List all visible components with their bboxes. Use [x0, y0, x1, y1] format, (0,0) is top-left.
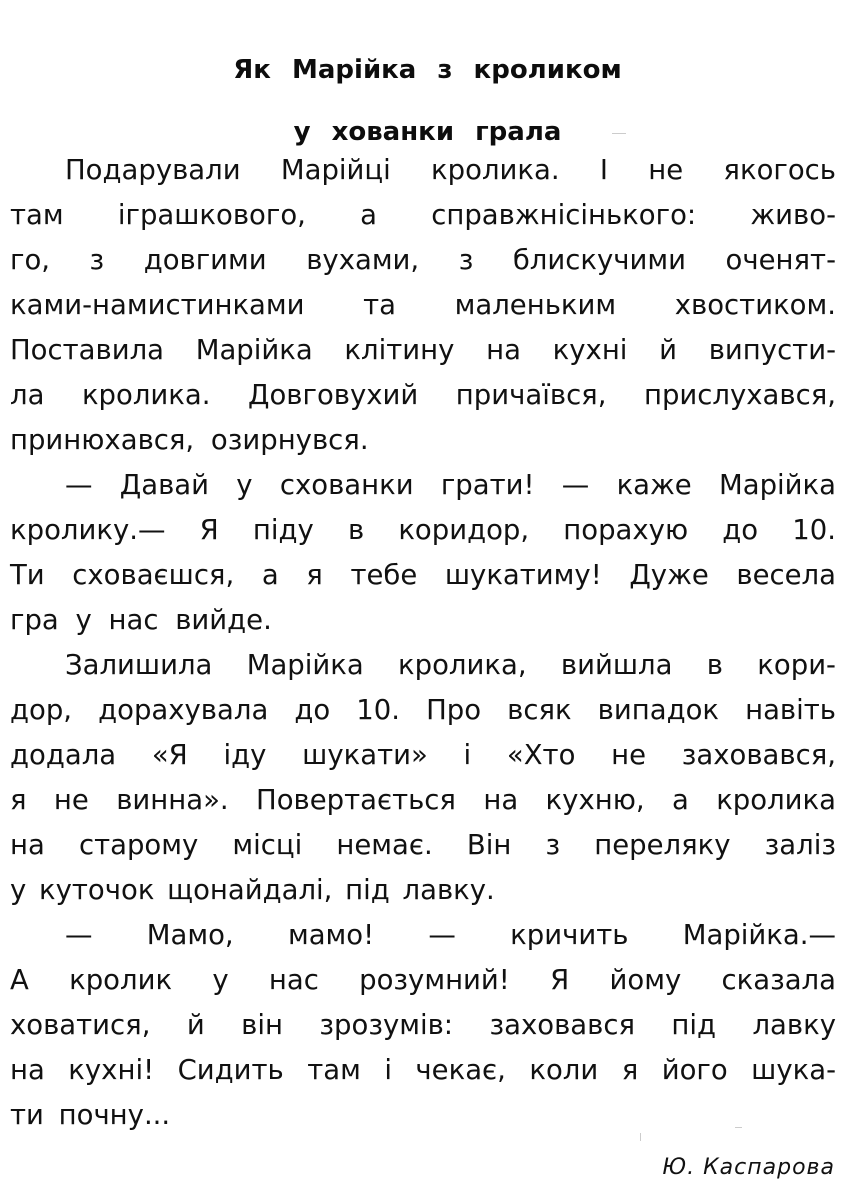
- text-line: додала «Я іду шукати» і «Хто не заховався,: [10, 739, 836, 771]
- text-line: Ти сховаєшся, а я тебе шукатиму! Дуже весела: [10, 559, 836, 591]
- text-line: ховатися, й він зрозумів: заховався під лавку: [10, 1009, 836, 1041]
- text-line: ла кролика. Довговухий причаївся, прислухався,: [10, 379, 836, 411]
- author-signature: Ю. Каспарова: [662, 1155, 835, 1180]
- text-line: гра у нас вийде.: [10, 604, 272, 636]
- text-line: дор, дорахувала до 10. Про всяк випадок навіть: [10, 694, 836, 726]
- text-line: — Давай у схованки грати! — каже Марійка: [65, 469, 836, 501]
- text-line: принюхався, озирнувся.: [10, 424, 369, 456]
- text-line: го, з довгими вухами, з блискучими оченят-: [10, 244, 836, 276]
- print-speck: [612, 133, 626, 134]
- text-line: на кухні! Сидить там і чекає, коли я його шука-: [10, 1054, 836, 1086]
- text-line: я не винна». Повертається на кухню, а кролика: [10, 784, 836, 816]
- text-line: Поставила Марійка клітину на кухні й випусти-: [10, 334, 836, 366]
- text-line: Залишила Марійка кролика, вийшла в кори-: [65, 649, 836, 681]
- text-line: на старому місці немає. Він з переляку заліз: [10, 829, 836, 861]
- text-line: А кролик у нас розумний! Я йому сказала: [10, 964, 836, 996]
- story-title-line-2: у хованки грала: [293, 116, 562, 147]
- story-title-line-1: Як Марійка з кроликом: [233, 54, 622, 85]
- text-line: ти почну...: [10, 1099, 171, 1131]
- text-line: у куточок щонайдалі, під лавку.: [10, 874, 495, 906]
- text-line: — Мамо, мамо! — кричить Марійка.—: [65, 919, 836, 951]
- text-line: кролику.— Я піду в коридор, порахую до 10.: [10, 514, 836, 546]
- story-title: [0, 39, 855, 163]
- text-line: ками-намистинками та маленьким хвостиком.: [10, 289, 836, 321]
- text-line: там іграшкового, а справжнісінького: живо-: [10, 199, 836, 231]
- story-text: [10, 148, 836, 1138]
- text-line: Подарували Марійці кролика. І не якогось: [65, 154, 836, 186]
